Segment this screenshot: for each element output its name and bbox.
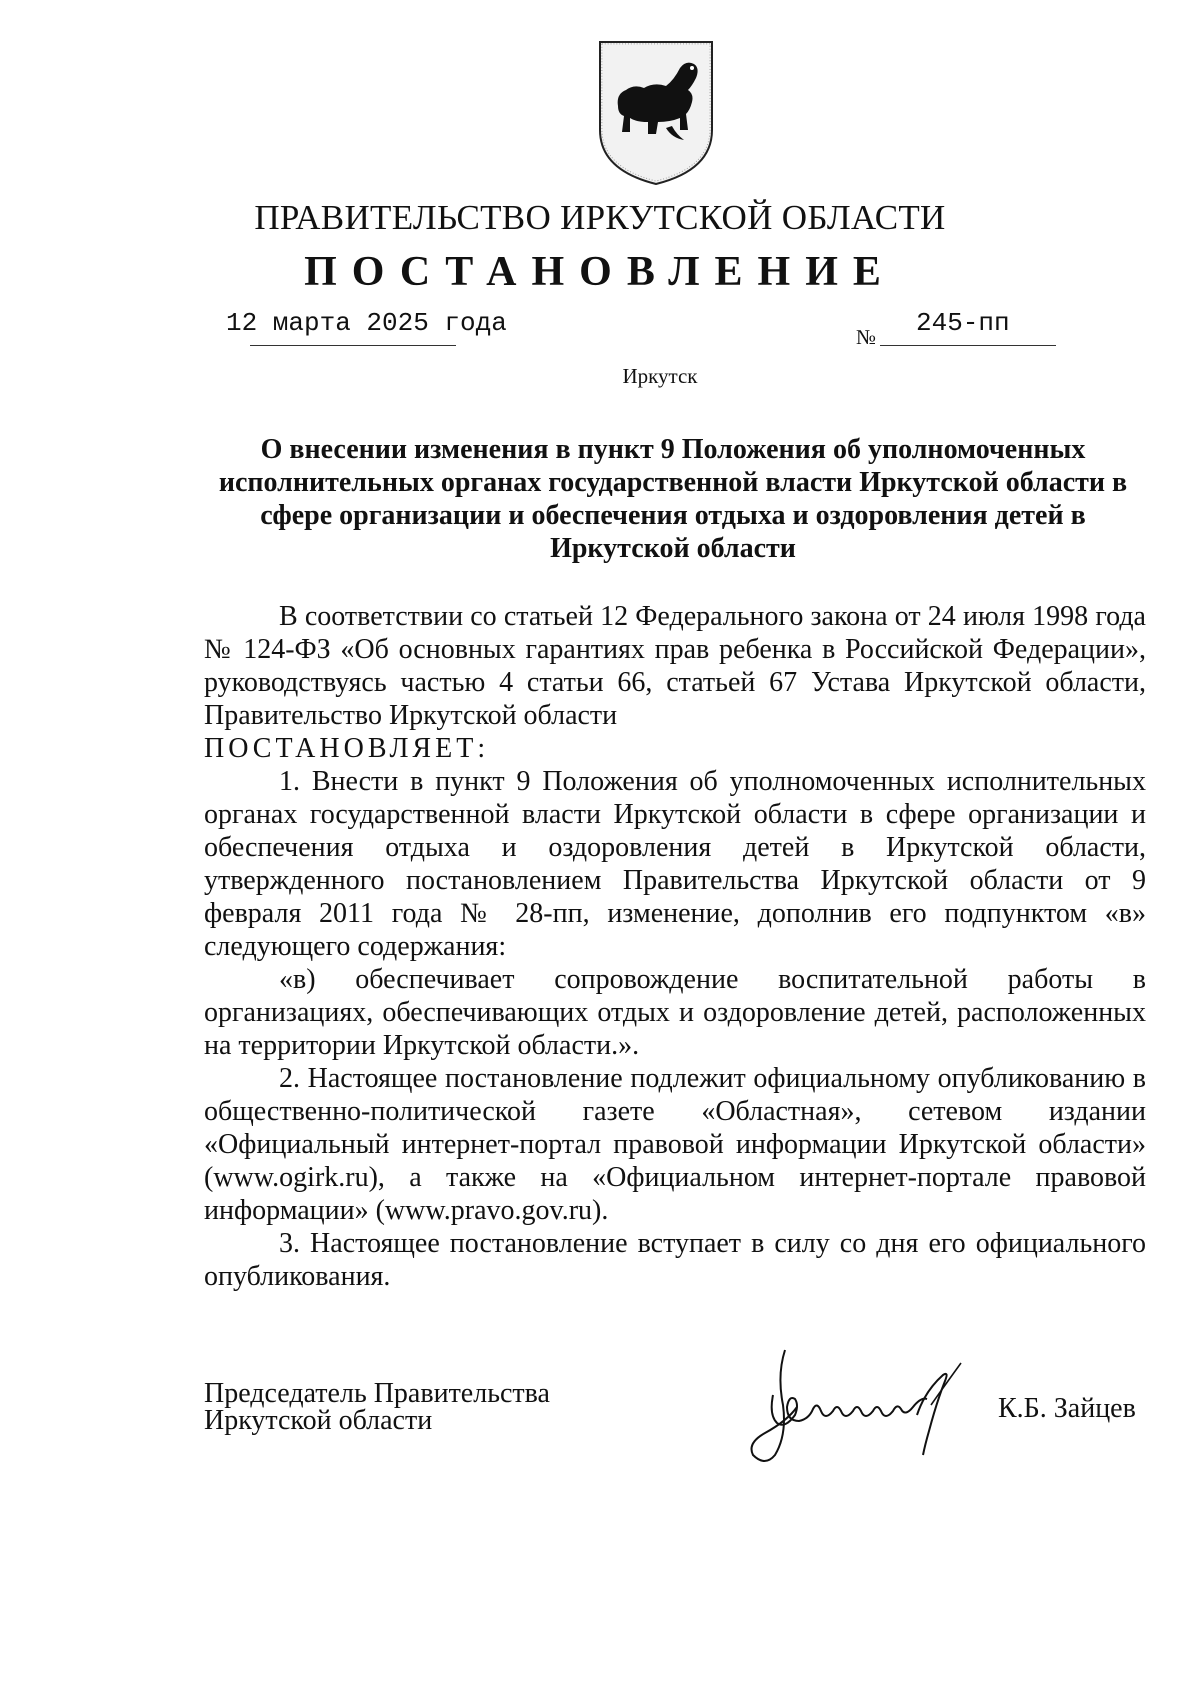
government-name: ПРАВИТЕЛЬСТВО ИРКУТСКОЙ ОБЛАСТИ [254,198,946,237]
document-body [204,600,1146,1293]
position-line-2: Иркутской области [204,1405,433,1436]
city: Иркутск [622,364,698,388]
signatory-position [204,1380,550,1434]
number-underline [880,345,1056,346]
item-2-paragraph: 2. Настоящее постановление подлежит официальному опубликованию в общественно-политической газете «Областная», сетевом издании «Официальный интернет-портал правовой информации Иркутской области» (www.ogirk.ru), а также на «Официальном интернет-портале правовой информации» (www.pravo.gov.ru). [204,1063,1146,1226]
document-number: 245-пп [916,308,1010,338]
resolves-heading: ПОСТАНОВЛЯЕТ: [204,733,490,764]
date-underline [250,345,456,346]
item-1-paragraph: 1. Внести в пункт 9 Положения об уполномоченных исполнительных органах государственной власти Иркутской области в сфере организации и обеспечения отдыха и оздоровления детей в Иркутской области, утвержденного постановлением Правительства Иркутской области от 9 февраля 2011 года № 28-пп, изменение, дополнив его подпунктом «в» следующего содержания: [204,766,1146,962]
preamble-paragraph: В соответствии со статьей 12 Федерального закона от 24 июля 1998 года № 124-ФЗ «Об основных гарантиях прав ребенка в Российской Федерации», руководствуясь частью 4 статьи 66, статьей 67 Устава Иркутской области, Правительство Иркутской области [204,601,1146,731]
document-title: О внесении изменения в пункт 9 Положения об уполномоченных исполнительных органах государственной власти Иркутской области в сфере организации и обеспечения отдыха и оздоровления детей в Иркутской области [218,434,1128,564]
item-3-paragraph: 3. Настоящее постановление вступает в силу со дня его официального опубликования. [204,1228,1146,1292]
document-date: 12 марта 2025 года [226,308,507,338]
coat-of-arms-icon [596,38,716,188]
signatory-name: К.Б. Зайцев [998,1393,1136,1424]
position-line-1: Председатель Правительства [204,1378,550,1409]
number-sign: № [856,325,877,349]
document-type: ПОСТАНОВЛЕНИЕ [304,249,896,295]
item-1-subpoint: «в) обеспечивает сопровождение воспитательной работы в организациях, обеспечивающих отдых и оздоровление детей, расположенных на территории Иркутской области.». [204,964,1146,1061]
signature-icon [725,1345,985,1470]
